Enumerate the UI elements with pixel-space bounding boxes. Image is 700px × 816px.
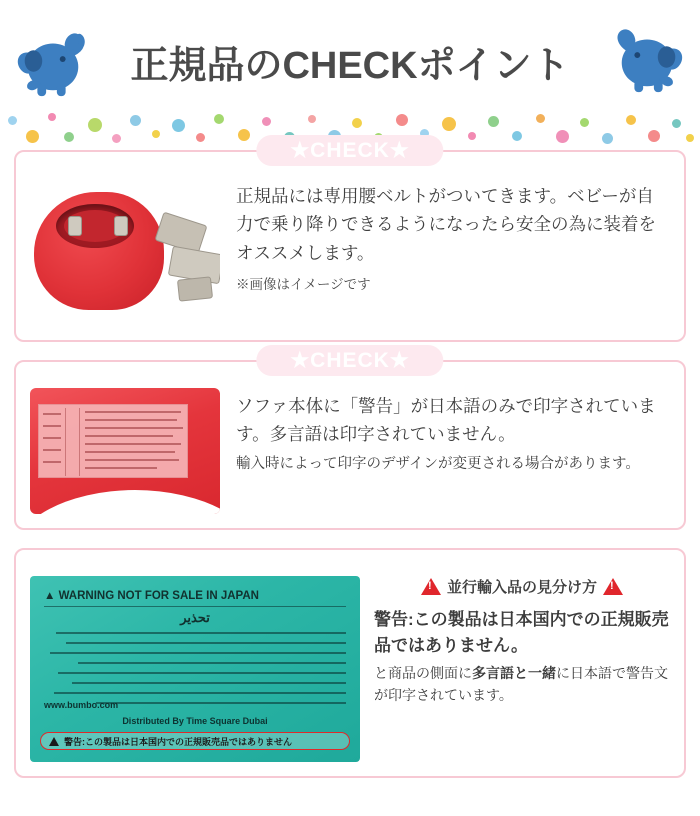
- label-arabic-title: تحذير: [180, 610, 210, 625]
- red-bumbo-seat-with-belt-photo: [30, 178, 220, 326]
- check-panel-2: [14, 349, 686, 530]
- panel-3-note: [374, 662, 670, 707]
- content-area: [0, 139, 700, 778]
- check-badge: ★CHECK★: [256, 135, 443, 166]
- page-header: [0, 0, 700, 150]
- panel-2-note: 輸入時によって印字のデザインが変更される場合があります。: [236, 455, 640, 472]
- panel-3-note-suffix: に日本語で警告文が印字されています。: [374, 664, 668, 704]
- warning-triangle-icon: [49, 737, 59, 746]
- label-red-highlight-box: [40, 732, 350, 750]
- panel-3-strong-text: 警告:この製品は日本国内での正規販売品ではありません。: [374, 610, 669, 656]
- label-red-text: 警告:この製品は日本国内での正規販売品ではありません: [64, 736, 292, 747]
- parallel-import-panel: [14, 548, 686, 778]
- parallel-import-heading-row: [374, 576, 670, 597]
- page-title: 正規品のCHECKポイント: [130, 45, 570, 87]
- check-badge: ★CHECK★: [256, 345, 443, 376]
- label-distributor: Distributed By Time Square Dubai: [122, 716, 268, 726]
- panel-1-note: ※画像はイメージです: [236, 277, 371, 293]
- check-panel-1: [14, 139, 686, 342]
- red-seat-japanese-warning-label-photo: [30, 388, 220, 514]
- label-warning-title: ▲ WARNING NOT FOR SALE IN JAPAN: [44, 590, 259, 602]
- panel-3-note-prefix: と商品の側面に: [374, 664, 472, 681]
- warning-triangle-icon: [603, 578, 623, 595]
- teal-warning-not-for-sale-label-photo: [30, 576, 360, 762]
- panel-2-main-text: ソファ本体に「警告」が日本語のみで印字されています。多言語は印字されていません。: [236, 396, 656, 445]
- parallel-import-heading: 並行輸入品の見分け方: [446, 579, 597, 596]
- panel-1-main-text: 正規品には専用腰ベルトがついてきます。ベビーが自力で乗り降りできるようになったら安全の為に装着をオススメします。: [236, 186, 656, 263]
- warning-triangle-icon: [421, 578, 441, 595]
- panel-3-note-emphasis: 多言語と一緒: [472, 664, 556, 681]
- label-website: www.bumbo.com: [44, 700, 119, 710]
